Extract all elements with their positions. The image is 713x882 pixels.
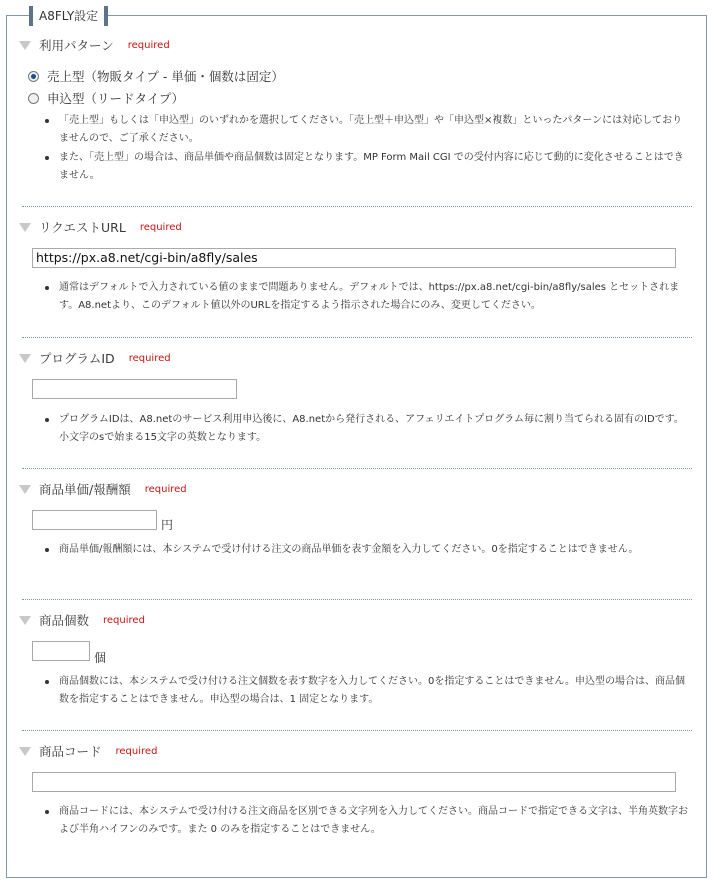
section-divider xyxy=(22,730,692,731)
product-code-input[interactable] xyxy=(32,772,676,792)
unit-price-header[interactable] xyxy=(19,480,187,498)
pattern-option-sales[interactable] xyxy=(28,67,284,85)
quantity-input[interactable] xyxy=(32,641,90,661)
fieldset-title: A8FLY設定 xyxy=(29,6,108,26)
program-id-title: プログラムID xyxy=(39,351,115,366)
unit-price-title: 商品単価/報酬額 xyxy=(39,482,131,497)
quantity-header[interactable] xyxy=(19,611,145,629)
triangle-down-icon xyxy=(19,745,31,757)
triangle-down-icon xyxy=(19,39,31,51)
quantity-title: 商品個数 xyxy=(39,613,90,628)
required-badge: required xyxy=(144,483,187,495)
request-url-title: リクエストURL xyxy=(39,220,126,235)
note-item: 商品単価/報酬額には、本システムで受け付ける注文の商品単価を表す金額を入力してください。0を指定することはできません。 xyxy=(43,541,688,559)
note-item: 商品コードには、本システムで受け付ける注文商品を区別できる文字列を入力してください。商品コードで指定できる文字は、半角英数字および半角ハイフンのみです。また 0 のみを指定することはできません。 xyxy=(43,803,688,839)
program-id-header[interactable] xyxy=(19,349,171,367)
note-item: プログラムIDは、A8.netのサービス利用申込後に、A8.netから発行される、アフェリエイトプログラム毎に割り当てられる固有のIDです。小文字のsで始まる15文字の英数となります。 xyxy=(43,411,688,447)
required-badge: required xyxy=(139,221,182,233)
triangle-down-icon xyxy=(19,483,31,495)
pattern-notes xyxy=(43,112,688,186)
unit-price-input[interactable] xyxy=(32,510,157,530)
radio-selected-icon[interactable] xyxy=(28,71,39,82)
required-badge: required xyxy=(128,352,171,364)
section-divider xyxy=(22,337,692,338)
quantity-notes xyxy=(43,673,688,710)
program-id-notes xyxy=(43,411,688,448)
note-item: 「売上型」もしくは「申込型」のいずれかを選択してください。「売上型＋申込型」や「申込型×複数」といったパターンには対応しておりませんので、ご了承ください。 xyxy=(43,112,688,148)
request-url-input[interactable]: https://px.a8.net/cgi-bin/a8fly/sales xyxy=(32,248,676,268)
section-divider xyxy=(22,206,692,207)
product-code-header[interactable] xyxy=(19,742,157,760)
request-url-header[interactable] xyxy=(19,218,182,236)
required-badge: required xyxy=(127,39,170,51)
pattern-option-lead[interactable] xyxy=(28,89,184,107)
product-code-title: 商品コード xyxy=(39,744,102,759)
pattern-title: 利用パターン xyxy=(39,38,114,53)
pattern-option-label: 申込型（リードタイプ） xyxy=(47,91,185,106)
section-divider xyxy=(22,599,692,600)
required-badge: required xyxy=(115,745,158,757)
note-item: 通常はデフォルトで入力されている値のままで問題ありません。デフォルトでは、https://px.a8.net/cgi-bin/a8fly/sales とセットされます。A8.netより、このデフォルト値以外のURLを指定するよう指示された場合にのみ、変更してください。 xyxy=(43,279,688,315)
note-item: 商品個数には、本システムで受け付ける注文個数を表す数字を入力してください。0を指定することはできません。申込型の場合は、商品個数を指定することはできません。申込型の場合は、1 固定となります。 xyxy=(43,673,688,709)
required-badge: required xyxy=(103,614,145,626)
triangle-down-icon xyxy=(19,221,31,233)
unit-price-unit: 円 xyxy=(161,518,174,532)
product-code-notes xyxy=(43,803,688,840)
radio-unselected-icon[interactable] xyxy=(28,93,39,104)
pattern-option-label: 売上型（物販タイプ - 単価・個数は固定） xyxy=(47,69,284,84)
pattern-header[interactable] xyxy=(19,36,170,54)
request-url-notes xyxy=(43,279,688,316)
section-divider xyxy=(22,468,692,469)
quantity-unit: 個 xyxy=(94,651,107,665)
program-id-input[interactable] xyxy=(32,379,237,399)
triangle-down-icon xyxy=(19,352,31,364)
note-item: また、「売上型」の場合は、商品単価や商品個数は固定となります。MP Form Mail CGI での受付内容に応じて動的に変化させることはできません。 xyxy=(43,149,688,185)
triangle-down-icon xyxy=(19,614,31,626)
unit-price-notes xyxy=(43,541,688,560)
